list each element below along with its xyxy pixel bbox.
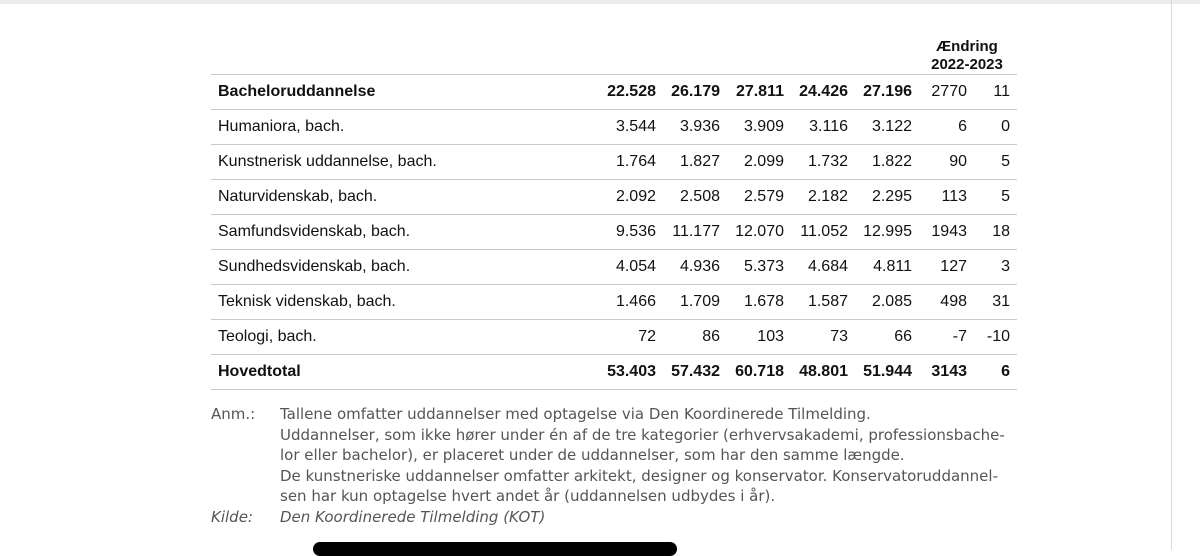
table-cell: 9.536 (615, 223, 656, 240)
change-header-line-2: 2022-2023 (931, 56, 1003, 73)
table-cell: 2.508 (679, 188, 720, 205)
table-cell: 53.403 (607, 363, 656, 380)
table-cell: 60.718 (735, 363, 784, 380)
table-row (211, 74, 1017, 109)
table-row-total (211, 354, 1017, 390)
table-cell: 12.070 (735, 223, 784, 240)
anm-note (211, 404, 1051, 507)
table-cell: 86 (702, 328, 720, 345)
home-indicator[interactable] (313, 542, 677, 556)
table-cell: 0 (1001, 118, 1010, 135)
table-cell: 5 (1001, 188, 1010, 205)
table-cell: 11.177 (672, 223, 720, 240)
row-label: Bacheloruddannelse (218, 83, 376, 100)
table-cell: 1.764 (615, 153, 656, 170)
table-cell: 66 (894, 328, 912, 345)
table-cell: 3.544 (615, 118, 656, 135)
table-cell: 2770 (931, 83, 967, 100)
table-cell: 1.587 (807, 293, 848, 310)
note-line: lor eller bachelor), er placeret under de uddannelser, som har den samme længde. (280, 446, 905, 464)
table-cell: 498 (940, 293, 967, 310)
table-cell: 90 (949, 153, 967, 170)
change-header-line-1: Ændring (936, 38, 998, 55)
table-cell: 1.732 (807, 153, 848, 170)
note-line: De kunstneriske uddannelser omfatter arkitekt, designer og konservator. Konservatoruddannel- (280, 466, 998, 485)
row-label: Naturvidenskab, bach. (218, 188, 378, 205)
table-row (211, 284, 1017, 319)
table-cell: 113 (941, 188, 967, 205)
table-cell: 1.466 (615, 293, 656, 310)
table-cell: 2.085 (871, 293, 912, 310)
row-label: Sundhedsvidenskab, bach. (218, 258, 411, 275)
table-cell: 3.909 (743, 118, 784, 135)
table-cell: 4.811 (873, 258, 912, 275)
table-cell: 2.295 (871, 188, 912, 205)
table-cell: 27.196 (863, 83, 912, 100)
table-cell: 6 (958, 118, 967, 135)
anm-text (280, 404, 1005, 507)
table-row (211, 179, 1017, 214)
note-line: sen har kun optagelse hvert andet år (uddannelsen udbydes i år). (280, 487, 776, 505)
table-cell: 2.099 (743, 153, 784, 170)
table-cell: 27.811 (735, 83, 784, 100)
kilde-text: Den Koordinerede Tilmelding (KOT) (280, 507, 546, 526)
table-cell: 24.426 (799, 83, 848, 100)
table-cell: 12.995 (863, 223, 912, 240)
table-cell: 3.122 (871, 118, 912, 135)
note-line: Uddannelser, som ikke hører under én af de tre kategorier (erhvervsakademi, professionsbache- (280, 425, 1005, 444)
table-cell: 5 (1001, 153, 1010, 170)
table-row (211, 144, 1017, 179)
table-row (211, 109, 1017, 144)
note-line: Tallene omfatter uddannelser med optagelse via Den Koordinerede Tilmelding. (280, 405, 871, 423)
row-label: Humaniora, bach. (218, 118, 345, 135)
table-cell: 2.579 (743, 188, 784, 205)
table-cell: 1.822 (871, 153, 912, 170)
table-cell: 2.182 (807, 188, 848, 205)
table-cell: 103 (757, 328, 784, 345)
table-cell: 72 (638, 328, 656, 345)
table-cell: 4.684 (807, 258, 848, 275)
table-row (211, 249, 1017, 284)
row-label: Samfundsvidenskab, bach. (218, 223, 411, 240)
table-cell: 127 (940, 258, 967, 275)
table-cell: 51.944 (863, 363, 912, 380)
top-border (0, 0, 1200, 4)
table-cell: 22.528 (607, 83, 656, 100)
kilde-label: Kilde: (211, 507, 253, 526)
table-cell: 1943 (931, 223, 967, 240)
table-notes (211, 404, 1051, 527)
table-cell: 57.432 (671, 363, 720, 380)
table-cell: 6 (1001, 363, 1010, 380)
table-cell: 2.092 (615, 188, 656, 205)
table-cell: 11 (993, 83, 1010, 100)
table-cell: 1.678 (743, 293, 784, 310)
table-cell: 4.936 (679, 258, 720, 275)
table-cell: 31 (992, 293, 1010, 310)
table-cell: 4.054 (615, 258, 656, 275)
row-label: Teologi, bach. (218, 328, 317, 345)
table-cell: 3 (1001, 258, 1010, 275)
table-cell: 3143 (931, 363, 967, 380)
page-edge (1171, 0, 1172, 550)
row-label: Teknisk videnskab, bach. (218, 293, 396, 310)
row-label: Hovedtotal (218, 363, 301, 380)
admissions-table (211, 74, 1017, 390)
table-row (211, 214, 1017, 249)
table-cell: 1.827 (679, 153, 720, 170)
anm-label: Anm.: (211, 405, 256, 423)
table-cell: 48.801 (799, 363, 848, 380)
table-row (211, 319, 1017, 354)
table-cell: 3.116 (809, 118, 848, 135)
table-cell: 73 (830, 328, 848, 345)
table-cell: 11.052 (800, 223, 848, 240)
table-cell: 3.936 (679, 118, 720, 135)
table-cell: 18 (992, 223, 1010, 240)
change-column-header (922, 38, 1012, 74)
table-cell: 26.179 (671, 83, 720, 100)
source-note (211, 507, 1051, 528)
table-cell: -7 (952, 328, 967, 345)
table-cell: -10 (986, 328, 1010, 345)
row-label: Kunstnerisk uddannelse, bach. (218, 153, 437, 170)
table-cell: 5.373 (743, 258, 784, 275)
table-cell: 1.709 (679, 293, 720, 310)
